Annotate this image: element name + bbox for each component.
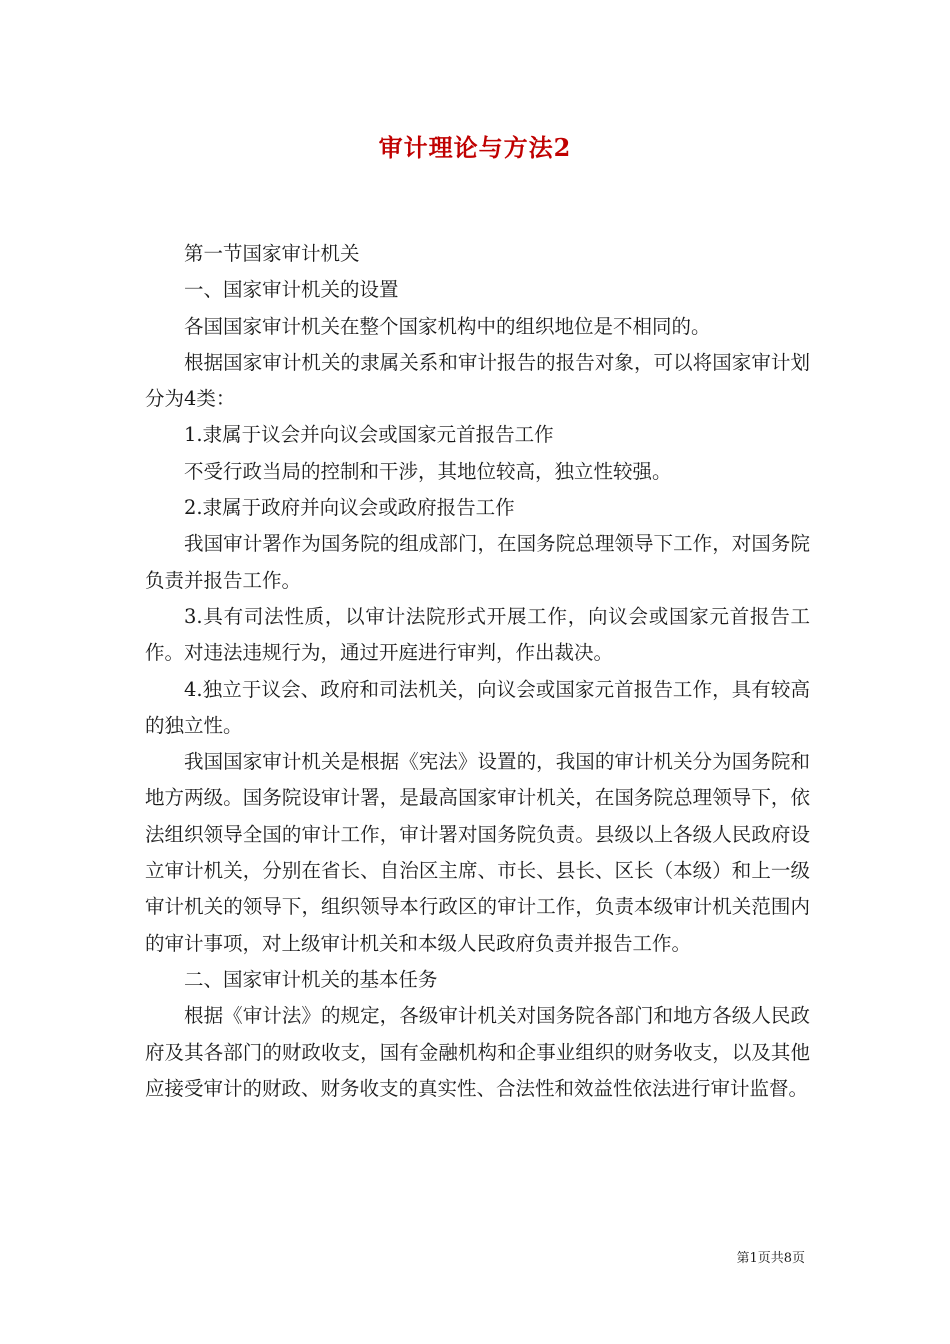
paragraph: 我国审计署作为国务院的组成部门，在国务院总理领导下工作，对国务院负责并报告工作。 bbox=[145, 532, 810, 592]
list-item-heading: 2.隶属于政府并向议会或政府报告工作 bbox=[184, 496, 515, 520]
document-body bbox=[145, 236, 810, 1107]
paragraph: 各国国家审计机关在整个国家机构中的组织地位是不相同的。 bbox=[184, 314, 711, 338]
subsection-heading: 二、国家审计机关的基本任务 bbox=[184, 967, 438, 991]
list-item-paragraph: 3.具有司法性质，以审计法院形式开展工作，向议会或国家元首报告工作。对违法违规行为，通过开庭进行审判，作出裁决。 bbox=[145, 604, 810, 665]
document-title: 审计理论与方法2 bbox=[378, 133, 572, 162]
list-item-heading: 1.隶属于议会并向议会或国家元首报告工作 bbox=[184, 423, 554, 447]
paragraph: 根据国家审计机关的隶属关系和审计报告的报告对象，可以将国家审计划分为4类： bbox=[145, 350, 810, 411]
section-heading: 第一节国家审计机关 bbox=[184, 242, 360, 265]
list-item-paragraph: 4.独立于议会、政府和司法机关，向议会或国家元首报告工作，具有较高的独立性。 bbox=[145, 677, 810, 737]
page-number-footer: 第1页共8页 bbox=[736, 1251, 805, 1266]
paragraph: 不受行政当局的控制和干涉，其地位较高，独立性较强。 bbox=[184, 459, 672, 483]
subsection-heading: 一、国家审计机关的设置 bbox=[184, 278, 399, 302]
paragraph: 根据《审计法》的规定，各级审计机关对国务院各部门和地方各级人民政府及其各部门的财政收支，国有金融机构和企事业组织的财务收支，以及其他应接受审计的财政、财务收支的真实性、合法性和效益性依法进行审计监督。 bbox=[145, 1004, 810, 1100]
paragraph: 我国国家审计机关是根据《宪法》设置的，我国的审计机关分为国务院和地方两级。国务院设审计署，是最高国家审计机关，在国务院总理领导下，依法组织领导全国的审计工作，审计署对国务院负责。县级以上各级人民政府设立审计机关，分别在省长、自治区主席、市长、县长、区长（本级）和上一级审计机关的领导下，组织领导本行政区的审计工作，负责本级审计机关范围内的审计事项，对上级审计机关和本级人民政府负责并报告工作。 bbox=[145, 750, 810, 955]
